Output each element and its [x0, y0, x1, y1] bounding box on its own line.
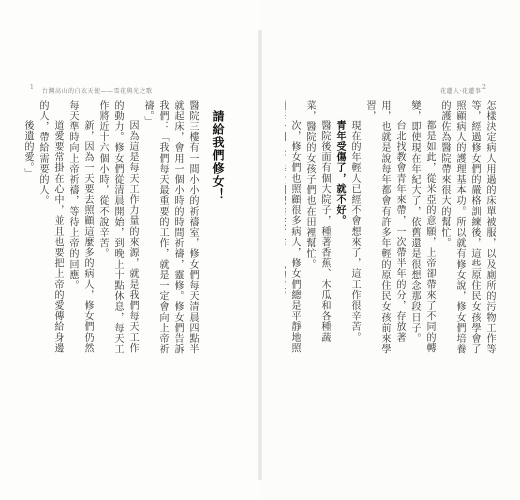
paragraph: 次，修女們也照顧很多病人，修女們總是平靜地照: [289, 120, 300, 354]
paragraph: 新，因為一天要去照顧這麼多的病人，修女們仍然每天準時向上帝祈禱，等待上帝的回應。: [67, 100, 93, 354]
paragraph: 都是如此，從米亞的意願，上帝卻帶來了不同的轉變，即使現在年紀大了，依舊還是很想念那段日子。: [409, 100, 435, 354]
book-gutter: [258, 30, 262, 480]
paragraph: [332, 100, 347, 362]
right-running-header: 花蓮人·花蓮事: [440, 88, 482, 95]
left-page-number: 1: [30, 84, 34, 91]
right-page-number: 2: [482, 84, 486, 91]
chapter-title: 請給我們修女！: [211, 110, 225, 201]
paragraph: 醫院後面有個大院子，種著香蕉、木瓜和各種蔬菜，醫院的女孩子們也在田裡幫忙。: [304, 100, 330, 343]
paragraph: 現在的年輕人已經不會想來了，這工作很辛苦。: [349, 120, 360, 343]
paragraph: 台北找教會青年來帶，一次帶半年的分，存放著用，也就是說每年都會有許多年輕的原住民女孩前來學習，: [364, 100, 405, 355]
left-page-body: [22, 100, 200, 362]
paragraph: 怎樣決定病人用過的床單被服，以及廁所的污物工作等等，經過修女們的嚴格訓練後，這些原住民女孩學會了照顧病人的護理基本功。所以就有修女說，修女們培養的護佐為醫院帶來很大的幫忙。: [439, 100, 495, 355]
paragraph: 道愛要常掛在心中，並且也要把上帝的愛傳給身邊的人，帶給需要的人。: [37, 100, 63, 354]
left-running-header: 台灣高山的白衣天使——雪花與光之歌: [42, 88, 153, 95]
emphasis-text: 青年受傷了，就不好。: [334, 120, 345, 226]
paragraph: 因為這是每天工作力量的來源，就是我們每天工作的動力。修女們從清晨開始，到晚上十點休息，每天工作將近十六個小時，從不說辛苦。: [97, 100, 138, 355]
paragraph: 醫院三樓有一間小小的祈禱室，修女們每天清晨四點半就起床，會用一個小時的時間祈禱，靈修。修女們告訴我們：「我們每天最重要的工作，就是一定會向上帝祈禱。」: [142, 100, 198, 355]
right-page-body: [285, 100, 497, 362]
paragraph: 後遺的愛。」: [22, 120, 33, 179]
